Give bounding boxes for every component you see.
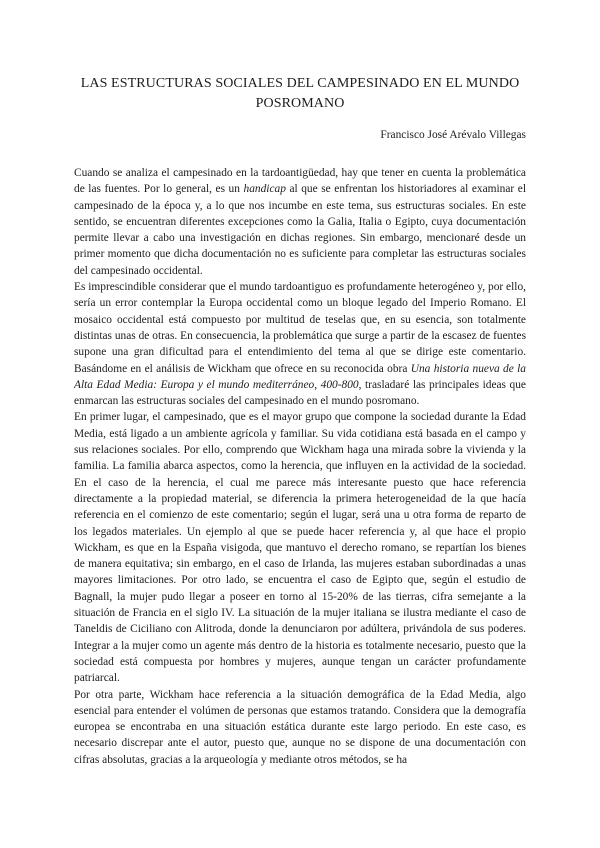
paragraph-text: Es imprescindible considerar que el mundo tardoantiguo es profundamente heterogéneo y, por ello, sería un error contemplar la Europa occidental como un bloque legado del Imperio Romano. El mosaico occidental está compuesto por multitud de teselas que, en su esencia, son totalmente distintas unas de otras. En consecuencia, la problemática que surge a partir de la escasez de fuentes supone una gran dificultad para el entendimiento del tema al que se dirige este comentario. Basándome en el análisis de Wickham que ofrece en su reconocida obra (74, 281, 526, 375)
emphasis-text: handicap (243, 183, 286, 196)
paragraph-text: al que se enfrentan los historiadores al examinar el campesinado de la época y, a lo que nos incumbe en este tema, sus estructuras sociales. En este sentido, se encuentran diferentes excepciones como la Galia, Italia o Egipto, cuya documentación permite llevar a cabo una investigación en dichas regiones. Sin embargo, mencionaré desde un primer momento que dicha documentación no es suficiente para completar las estructuras sociales del campesinado occidental. (74, 183, 526, 277)
paragraph-text: Por otra parte, Wickham hace referencia a la situación demográfica de la Edad Media, algo esencial para entender el volúmen de personas que estamos tratando. Considera que la demografía europea se encontraba en una situación estática durante este largo periodo. En este caso, es necesario discrepar ante el autor, puesto que, aunque no se dispone de una documentación con cifras absolutas, gracias a la arqueología y mediante otros métodos, se ha (74, 688, 526, 766)
paragraph-4 (74, 687, 526, 768)
paragraph-1 (74, 165, 526, 279)
document-title: LAS ESTRUCTURAS SOCIALES DEL CAMPESINADO EN EL MUNDO POSROMANO (80, 76, 520, 111)
paragraph-3 (74, 409, 526, 686)
paragraph-text: , trasladaré las principales ideas que enmarcan las estructuras sociales del campesinado en el mundo posromano. (74, 378, 526, 408)
book-title: Una historia nueva de la Alta Edad Media: Europa y el mundo mediterráneo, 400-800 (74, 362, 526, 391)
author-name: Francisco José Arévalo Villegas (380, 129, 526, 141)
paragraph-text: Cuando se analiza el campesinado en la tardoantigüedad, hay que tener en cuenta la problemática de las fuentes. Por lo general, es un (74, 167, 526, 196)
document-page (74, 74, 526, 768)
paragraph-text: En primer lugar, el campesinado, que es el mayor grupo que compone la sociedad durante la Edad Media, está ligado a un ambiente agrícola y familiar. Su vida cotidiana está basada en el campo y sus relaciones sociales. Por ello, comprendo que Wickham haga una mirada sobre la vivienda y la familia. La familia abarca aspectos, como la herencia, que influyen en la actividad de la sociedad. En el caso de la herencia, el cual me parece más interesante puesto que hace referencia directamente a la propiedad material, se diferencia la primera heterogeneidad de la que hacía referencia en el comienzo de este comentario; según el lugar, será una u otra forma de reparto de los legados materiales. Un ejemplo al que se puede hacer referencia y, al que hace el propio Wickham, es que en la España visigoda, que mantuvo el derecho romano, se repartían los bienes de manera equitativa; sin embargo, en el caso de Irlanda, las mujeres estaban subordinadas a unas mayores limitaciones. Por otro lado, se encuentra el caso de Egipto que, según el estudio de Bagnall, la mujer pudo llegar a poseer en torno al 15-20% de las tierras, cifra semejante a la situación de Francia en el siglo IV. La situación de la mujer italiana se ilustra mediante el caso de Taneldis de Ciciliano con Alitroda, donde la denunciaron por adúltera, privándola de sus poderes. Integrar a la mujer como un agente más dentro de la historia es totalmente necesario, puesto que la sociedad está compuesta por hombres y mujeres, aunque tengan un carácter profundamente patriarcal. (74, 411, 526, 685)
paragraph-2 (74, 279, 526, 409)
document-body (74, 165, 526, 768)
